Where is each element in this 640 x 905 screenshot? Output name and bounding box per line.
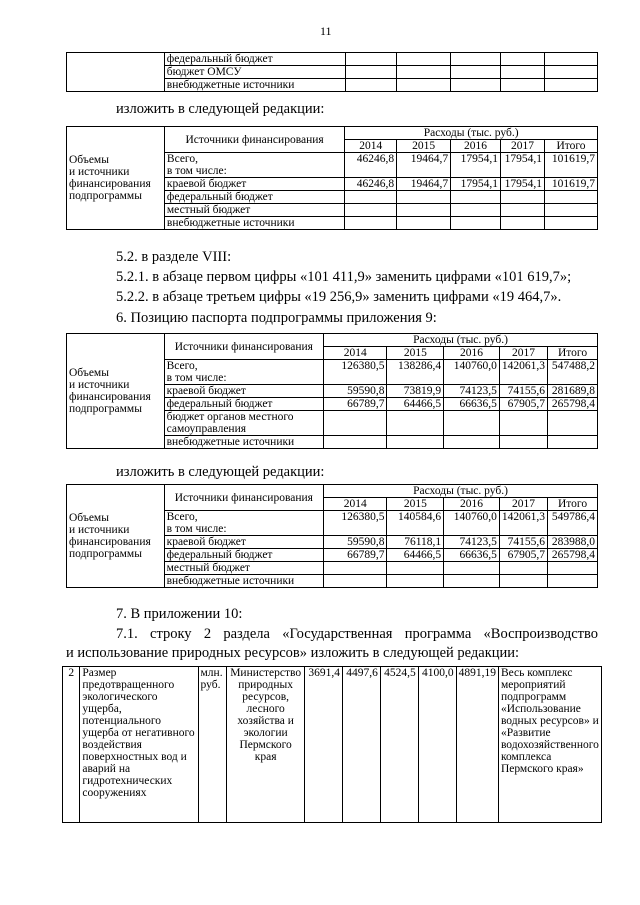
table-fragment: [66, 52, 598, 92]
sources-header: Источники финансирования: [164, 334, 323, 360]
value-cell: 74155,6: [499, 385, 547, 398]
value-cell: 66636,5: [444, 398, 500, 411]
sources-header: Источники финансирования: [164, 127, 344, 153]
value-cell: 46246,8: [345, 153, 397, 178]
value-cell: 19464,7: [397, 178, 451, 191]
funding-table-1: [66, 126, 598, 230]
source-cell: внебюджетные источники: [164, 217, 344, 230]
value-cell: 66789,7: [324, 398, 387, 411]
year-header: 2016: [444, 347, 500, 360]
value-cell: 3691,4: [305, 667, 343, 823]
source-cell: внебюджетные источники: [164, 79, 345, 92]
source-cell: местный бюджет: [164, 204, 344, 217]
year-header: 2014: [345, 140, 397, 153]
value-cell: 17954,1: [501, 153, 545, 178]
value-cell: 59590,8: [324, 536, 387, 549]
value-cell: 59590,8: [324, 385, 387, 398]
value-cell: 265798,4: [548, 398, 598, 411]
source-cell: краевой бюджет: [164, 178, 344, 191]
source-cell: краевой бюджет: [164, 385, 323, 398]
value-cell: 67905,7: [499, 549, 547, 562]
value-cell: 64466,5: [387, 398, 444, 411]
value-cell: 17954,1: [501, 178, 545, 191]
value-cell: 265798,4: [548, 549, 598, 562]
source-cell: федеральный бюджет: [164, 549, 323, 562]
source-cell: федеральный бюджет: [164, 53, 345, 66]
value-cell: 140584,6: [387, 511, 444, 536]
total-header: Итого: [548, 347, 598, 360]
value-cell: 66789,7: [324, 549, 387, 562]
table-row: [67, 53, 598, 66]
year-header: 2015: [387, 498, 444, 511]
source-cell: бюджет органов местного самоуправления: [164, 411, 323, 436]
value-cell: 4100,0: [418, 667, 456, 823]
value-cell: 4497,6: [342, 667, 380, 823]
total-header: Итого: [544, 140, 597, 153]
paragraph-5-2: 5.2. в разделе VIII:: [116, 249, 232, 265]
expenses-header: Расходы (тыс. руб.): [345, 127, 598, 140]
paragraph-7: 7. В приложении 10:: [116, 606, 243, 622]
expenses-header: Расходы (тыс. руб.): [324, 485, 598, 498]
section-label: Объемы и источники финансирования подпрограммы: [67, 485, 165, 588]
value-cell: 4891,19: [456, 667, 498, 823]
source-cell: федеральный бюджет: [164, 191, 344, 204]
total-header: Итого: [548, 498, 598, 511]
executor-cell: Министерство природных ресурсов, лесного хозяйства и экологии Пермского края: [227, 667, 305, 823]
indicator-cell: Размер предотвращенного экологического ущерба, потенциального ущерба от негативного воздействия поверхностных вод и аварий на гидротехнических сооружениях: [80, 667, 198, 823]
section-label: Объемы и источники финансирования подпрограммы: [67, 127, 165, 230]
value-cell: 101619,7: [544, 153, 597, 178]
value-cell: 17954,1: [451, 153, 501, 178]
expenses-header: Расходы (тыс. руб.): [324, 334, 598, 347]
year-header: 2015: [397, 140, 451, 153]
value-cell: 101619,7: [544, 178, 597, 191]
source-cell: федеральный бюджет: [164, 398, 323, 411]
value-cell: 66636,5: [444, 549, 500, 562]
year-header: 2017: [501, 140, 545, 153]
year-header: 2017: [499, 347, 547, 360]
year-header: 2014: [324, 347, 387, 360]
value-cell: 17954,1: [451, 178, 501, 191]
row-number: 2: [63, 667, 80, 823]
source-cell: бюджет ОМСУ: [164, 66, 345, 79]
value-cell: 140760,0: [444, 511, 500, 536]
paragraph-edit-2: изложить в следующей редакции:: [116, 464, 325, 480]
value-cell: 67905,7: [499, 398, 547, 411]
value-cell: 142061,3: [499, 360, 547, 385]
year-header: 2016: [444, 498, 500, 511]
value-cell: 126380,5: [324, 360, 387, 385]
sources-header: Источники финансирования: [164, 485, 323, 511]
funding-table-3: [66, 484, 598, 588]
source-cell: краевой бюджет: [164, 536, 323, 549]
indicator-table: [62, 666, 602, 823]
source-cell: местный бюджет: [164, 562, 323, 575]
value-cell: 138286,4: [387, 360, 444, 385]
value-cell: 74123,5: [444, 536, 500, 549]
value-cell: 547488,2: [548, 360, 598, 385]
value-cell: 4524,5: [380, 667, 418, 823]
paragraph-7-1-line1: 7.1. строку 2 раздела «Государственная программа «Воспроизводство: [116, 626, 598, 642]
unit-cell: млн. руб.: [198, 667, 227, 823]
value-cell: 76118,1: [387, 536, 444, 549]
source-cell: внебюджетные источники: [164, 436, 323, 449]
funding-table-2: [66, 333, 598, 449]
value-cell: 142061,3: [499, 511, 547, 536]
value-cell: 549786,4: [548, 511, 598, 536]
total-label: Всего, в том числе:: [164, 511, 323, 536]
value-cell: 74123,5: [444, 385, 500, 398]
value-cell: 126380,5: [324, 511, 387, 536]
events-cell: Весь комплекс мероприятий подпрограмм «Использование водных ресурсов» и «Развитие водохозяйственного комплекса Пермского края»: [498, 667, 601, 823]
value-cell: 281689,8: [548, 385, 598, 398]
year-header: 2015: [387, 347, 444, 360]
value-cell: 73819,9: [387, 385, 444, 398]
value-cell: 46246,8: [345, 178, 397, 191]
year-header: 2016: [451, 140, 501, 153]
paragraph-7-1-line2: и использование природных ресурсов» изложить в следующей редакции:: [66, 645, 520, 661]
total-label: Всего, в том числе:: [164, 153, 344, 178]
year-header: 2017: [499, 498, 547, 511]
value-cell: 64466,5: [387, 549, 444, 562]
paragraph-edit-1: изложить в следующей редакции:: [116, 101, 325, 117]
section-label: Объемы и источники финансирования подпрограммы: [67, 334, 165, 449]
paragraph-5-2-2: 5.2.2. в абзаце третьем цифры «19 256,9» заменить цифрами «19 464,7».: [116, 289, 562, 305]
value-cell: 140760,0: [444, 360, 500, 385]
year-header: 2014: [324, 498, 387, 511]
value-cell: 283988,0: [548, 536, 598, 549]
paragraph-6: 6. Позицию паспорта подпрограммы приложения 9:: [116, 310, 437, 326]
value-cell: 19464,7: [397, 153, 451, 178]
value-cell: 74155,6: [499, 536, 547, 549]
paragraph-5-2-1: 5.2.1. в абзаце первом цифры «101 411,9» заменить цифрами «101 619,7»;: [116, 269, 572, 285]
total-label: Всего, в том числе:: [164, 360, 323, 385]
table-row: [63, 667, 602, 823]
source-cell: внебюджетные источники: [164, 575, 323, 588]
page-number: 11: [320, 24, 332, 38]
